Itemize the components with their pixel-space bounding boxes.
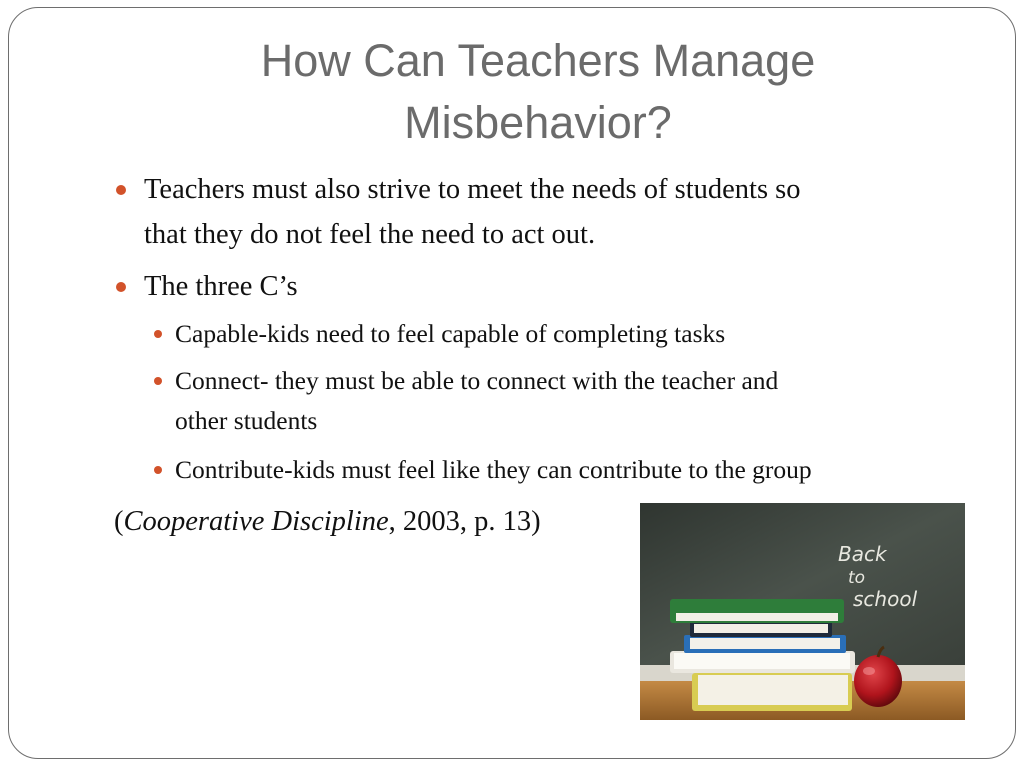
bullet-text-line-1: The three C’s (144, 271, 298, 302)
title-line-2: Misbehavior? (404, 97, 672, 148)
book-blue-pages (690, 638, 840, 649)
slide-title (100, 30, 976, 154)
sub-bullet-capable (175, 314, 965, 354)
apple-body (854, 655, 902, 707)
chalk-word-school: school (853, 587, 918, 611)
bullet-dot (116, 282, 126, 292)
apple-highlight (863, 667, 875, 675)
back-to-school-photo (640, 503, 965, 720)
sub-bullet-contribute (175, 450, 965, 490)
bullet-dot (116, 185, 126, 195)
sub-bullet-dot (154, 330, 162, 338)
back-to-school-illustration (640, 503, 965, 720)
citation-details: , 2003, p. 13) (388, 506, 541, 537)
sub-bullet-text-line-1: Connect- they must be able to connect with the teacher and (175, 366, 779, 395)
citation-book-title: Cooperative Discipline (123, 506, 389, 537)
citation (114, 499, 541, 544)
book-stack (670, 599, 855, 711)
sub-bullet-dot (154, 377, 162, 385)
book-green-pages (676, 613, 838, 621)
bullet-three-cs (144, 264, 944, 309)
bullet-text-line-1: Teachers must also strive to meet the needs of students so (144, 174, 801, 205)
sub-bullet-dot (154, 466, 162, 474)
book-white-pages (674, 653, 850, 669)
sub-bullet-text-line-2: other students (175, 406, 318, 435)
sub-bullet-text-line-1: Contribute-kids must feel like they can contribute to the group (175, 455, 812, 484)
sub-bullet-connect (175, 361, 965, 441)
citation-open: ( (114, 506, 124, 537)
book-bottom-pages (698, 675, 848, 705)
book-dark-pages (694, 624, 828, 633)
bullet-text-line-2: that they do not feel the need to act out. (144, 219, 596, 250)
sub-bullet-text-line-1: Capable-kids need to feel capable of completing tasks (175, 319, 726, 348)
chalk-word-back: Back (838, 542, 887, 566)
bullet-needs (144, 167, 944, 257)
title-line-1: How Can Teachers Manage (260, 35, 816, 86)
chalk-word-to: to (848, 568, 866, 588)
